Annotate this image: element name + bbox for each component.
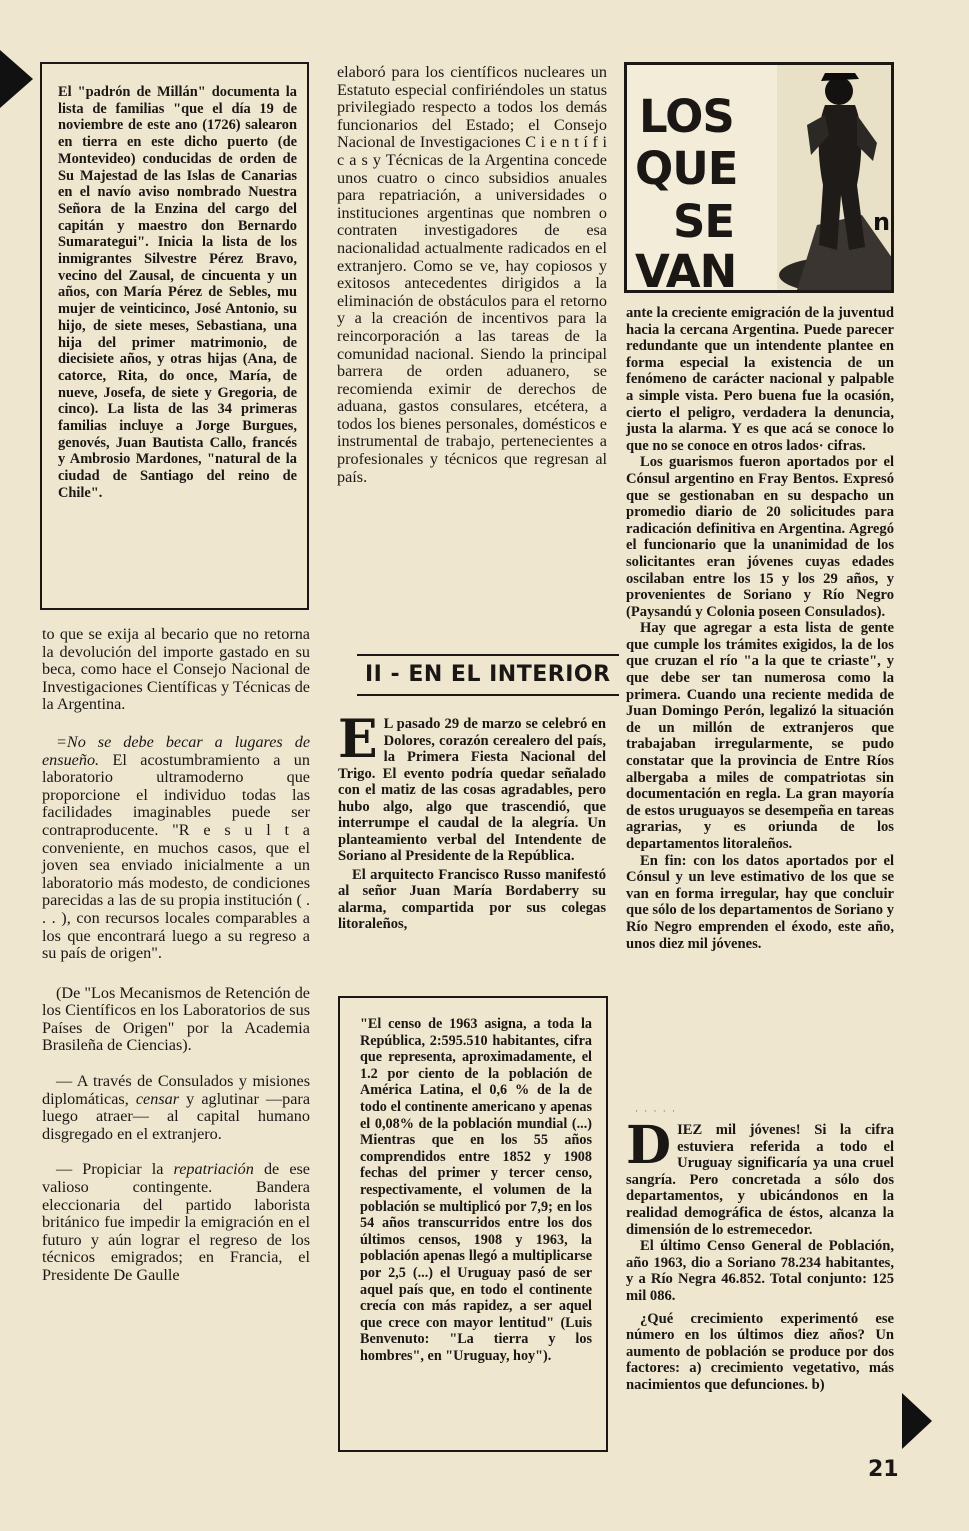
- col1-para-1: to que se exija al becario que no retorna la devolución del importe gastado en su beca, como hace el Consejo Nacional de Investigaciones Científicas y Técnicas de la Argentina.: [42, 625, 310, 714]
- col1-para-5-a: — Propiciar la: [56, 1160, 174, 1179]
- census-quote-text: "El censo de 1963 asigna, a toda la República, 2:595.510 habitantes, cifra que representa, aproximadamente, el 1.2 por ciento de la población de América Latina, el 0,6 % de la de todo el continente americano y apenas el 0,08% de la población mundial (...) Mientras que en los 55 años comprendidos entre 1852 y 1908 fechas del primer y tercer censo, respectivamente, el volumen de la población se multiplicó por 7,9; en los 54 años transcurridos entre los dos últimos censos, 1908 y 1963, la población apenas llegó a multiplicarse por 2,5 (...) el Uruguay pasó de ser aquel país que, en todo el continente crecía con más rapidez, a ser aquel que crece con mayor lentitud" (Luis Benvenuto: "La tierra y los hombres", en "Uruguay, hoy").: [360, 1016, 592, 1364]
- separator-dots: · · · · ·: [635, 1106, 677, 1116]
- col2-para-1: elaboró para los científicos nucleares un Estatuto especial confiriéndoles un status privilegiado respecto a todos los demás funcionarios del Estado; el Consejo Nacional de Investigaciones C i e n t í f i c a s y Técnicas de la Argentina concede unos cuatro o cinco subsidios anuales para repatriación, a universidades o instituciones argentinas que nombren o contraten investigadores de esa nacionalidad actualmente radicados en el extranjero. Como se ve, hay copiosos y exitosos antecedentes dirigidos a la eliminación de obstáculos para el retorno y a la creación de incentivos para la reincorporación a las tareas de la comunidad nacional. Siendo la principal barrera de orden aduanero, se recomienda eximir de derechos de aduana, gastos consulares, etcétera, a todos los bienes personales, domésticos e instrumental de trabajo, pertenecientes a profesionales y técnicos que regresan al país.: [337, 63, 607, 486]
- column-3: [626, 305, 894, 952]
- col1-citation: (De "Los Mecanismos de Retención de los Científicos en los Laboratorios de sus Países de Origen" por la Academia Brasileña de Ciencias).: [42, 983, 310, 1055]
- title-box: [624, 62, 894, 293]
- col2-para-2-bold: Primera Fiesta Nacional del Trigo.: [338, 749, 606, 782]
- col2-para-3: El arquitecto Francisco Russo manifestó al señor Juan María Bordaberry su alarma, compartida por sus colegas litoraleños,: [338, 866, 606, 933]
- col1-para-4-a: — A través de Consulados y misiones diplomáticas,: [42, 1072, 310, 1108]
- padron-inset-text: El "padrón de Millán" documenta la lista de familias "que el día 19 de noviembre de este ano (1726) salearon en tierra en este dicho puerto (de Montevideo) conducidas de orden de Su Majestad de las Islas de Canarias en el navío aviso nombrado Nuestra Señora de la Enzina del cargo del capitán y maestro don Bernardo Sumarategui". Inicia la lista de los inmigrantes Silvestre Pérez Bravo, vecino del Zausal, de cincuenta y un años, con María Pérez de Sebles, mu mujer de veinticinco, José Antonio, su hijo, de siete meses, Sebastiana, una hija del primer matrimonio, de diecisiete años, y otras hijas (Ana, de catorce, Rita, do once, María, de nueve, Josefa, de siete y Gregoria, de cinco). La lista de las 34 primeras familias incluye a Jorge Burgues, genovés, Juan Bautista Callo, francés y Ambrosio Mardones, "natural de la ciudad de Santiago del reino de Chile".: [58, 84, 297, 501]
- col3-para-1: ante la creciente emigración de la juventud hacia la cercana Argentina. Puede parecer redundante que un intendente plantee en forma especial la existencia de un fenómeno de carácter nacional y palpable a simple vista. Pero buena fue la ocasión, cierto el peligro, verdadera la denuncia, justa la alarma. Y es que acá se conoce lo que no se conoce en otros lados· cifras.: [626, 305, 894, 454]
- padron-inset-box: [40, 62, 309, 610]
- right-arrow-icon: [902, 1393, 932, 1449]
- svg-text:n: n: [873, 208, 891, 236]
- col1-para-2: [42, 734, 310, 963]
- section-title: II - EN EL INTERIOR: [357, 654, 619, 696]
- column-2: [337, 64, 607, 486]
- col1-para-4-b: y aglutinar —para luego atraer— al capital humano disgregado en el extranjero.: [42, 1089, 311, 1143]
- title-line-1: LOS: [639, 90, 734, 143]
- col2-para-2: [338, 709, 606, 865]
- col3-para-3: Hay que agregar a esta lista de gente que cumple los trámites exigidos, la de los que cruzan el río "a la que te criaste", y que debe ser tan numerosa como la primera. Cuando una reciente medida de Juan Domingo Perón, legalizó la situación de un millón de extranjeros que trabajaban irregularmente, se pudo constatar que la provincia de Entre Ríos albergaba a miles de compatriotas sin documentación en regla. La gran mayoría de estos uruguayos se desempeña en tareas agrarias, y es oriunda de los departamentos litoraleños.: [626, 620, 894, 852]
- col1-para-2-italic: =No se debe becar a lugares de ensueño.: [42, 732, 310, 769]
- title-line-2: QUE: [635, 142, 738, 195]
- col2-para-2-b: El evento podría quedar señalado con el matiz de las cosas agradables, pero hubo algo, algo que trascendió, que interrumpe el caudal de la alegría. Un planteamiento verbal del Intendente de Soriano al Presidente de la República.: [338, 765, 606, 864]
- col3-para-6: El último Censo General de Población, año 1963, dio a Soriano 78.234 habitantes, y a Río Negra 46.852. Total conjunto: 125 mil 086.: [626, 1238, 894, 1304]
- page-number: 21: [868, 1457, 899, 1482]
- emigrant-figure-photo: [777, 65, 894, 290]
- column-1: [42, 626, 310, 1285]
- col3-para-5-text: IEZ mil jóvenes! Si la cifra estuviera referida a todo el Uruguay significaría ya una cruel sangría. Pero concretada a sólo dos departamentos, y ubicándonos en la realidad demográfica de éstos, alcanza la dimensión de lo estremecedor.: [626, 1122, 894, 1238]
- column-3-lower: [626, 1115, 894, 1394]
- col3-para-4: En fin: con los datos aportados por el Cónsul y un leve estimativo de los que se van en forma irregular, hay que concluir que sólo de los departamentos de Soriano y Río Negro emprenden el éxodo, este año, unos diez mil jóvenes.: [626, 852, 894, 952]
- dropcap-e: E: [338, 709, 378, 770]
- col1-para-4-italic: censar: [135, 1089, 180, 1108]
- column-2-interior: [338, 709, 606, 933]
- col3-para-7: ¿Qué crecimiento experimentó ese número en los últimos diez años? Un aumento de población se produce por dos factores: a) crecimiento vegetativo, más nacimientos que defunciones. b): [626, 1310, 894, 1393]
- census-quote-box: [338, 996, 608, 1452]
- col1-para-2-rest: El acostumbramiento a un laboratorio ultramoderno que proporcione el individuo todas las facilidades imaginables puede ser contraproducente. "R e s u l t a conveniente, en muchos casos, que el joven sea enviado inicialmente a un laboratorio más modesto, de condiciones parecidas a las de su propia institución ( . . . ), con recursos locales comparables a los que encontrará luego a su regreso a su país de origen".: [42, 750, 310, 963]
- dropcap-d: D: [626, 1115, 672, 1176]
- title-line-3: SE: [673, 195, 735, 248]
- title-line-4: VAN: [635, 245, 737, 293]
- left-arrow-icon: [0, 50, 33, 108]
- col1-para-5-italic: repatriación: [173, 1160, 254, 1179]
- col1-para-5: [42, 1161, 310, 1284]
- col2-para-2-a: L pasado 29 de marzo se celebró en Dolores, corazón cerealero del país, la: [383, 716, 606, 765]
- col1-para-4: [42, 1073, 310, 1143]
- col1-para-5-b: de ese valioso contingente. Bandera eleccionaria del partido laborista británico fue impedir la emigración en el futuro y aún lograr el regreso de los técnicos emigrados; en Francia, el Presidente De Gaulle: [42, 1160, 310, 1284]
- col3-para-5: [626, 1115, 894, 1238]
- col3-para-2: Los guarismos fueron aportados por el Cónsul argentino en Fray Bentos. Expresó que se gestionaban en su despacho un promedio diario de 20 solicitudes para radicación definitiva en Argentina. Agregó el funcionario que la unanimidad de los solicitantes eran jóvenes cuyas edades oscilaban entre los 15 y los 29 años, y provenientes de Soriano y Río Negro (Paysandú y Colonia poseen Consulados).: [626, 454, 894, 620]
